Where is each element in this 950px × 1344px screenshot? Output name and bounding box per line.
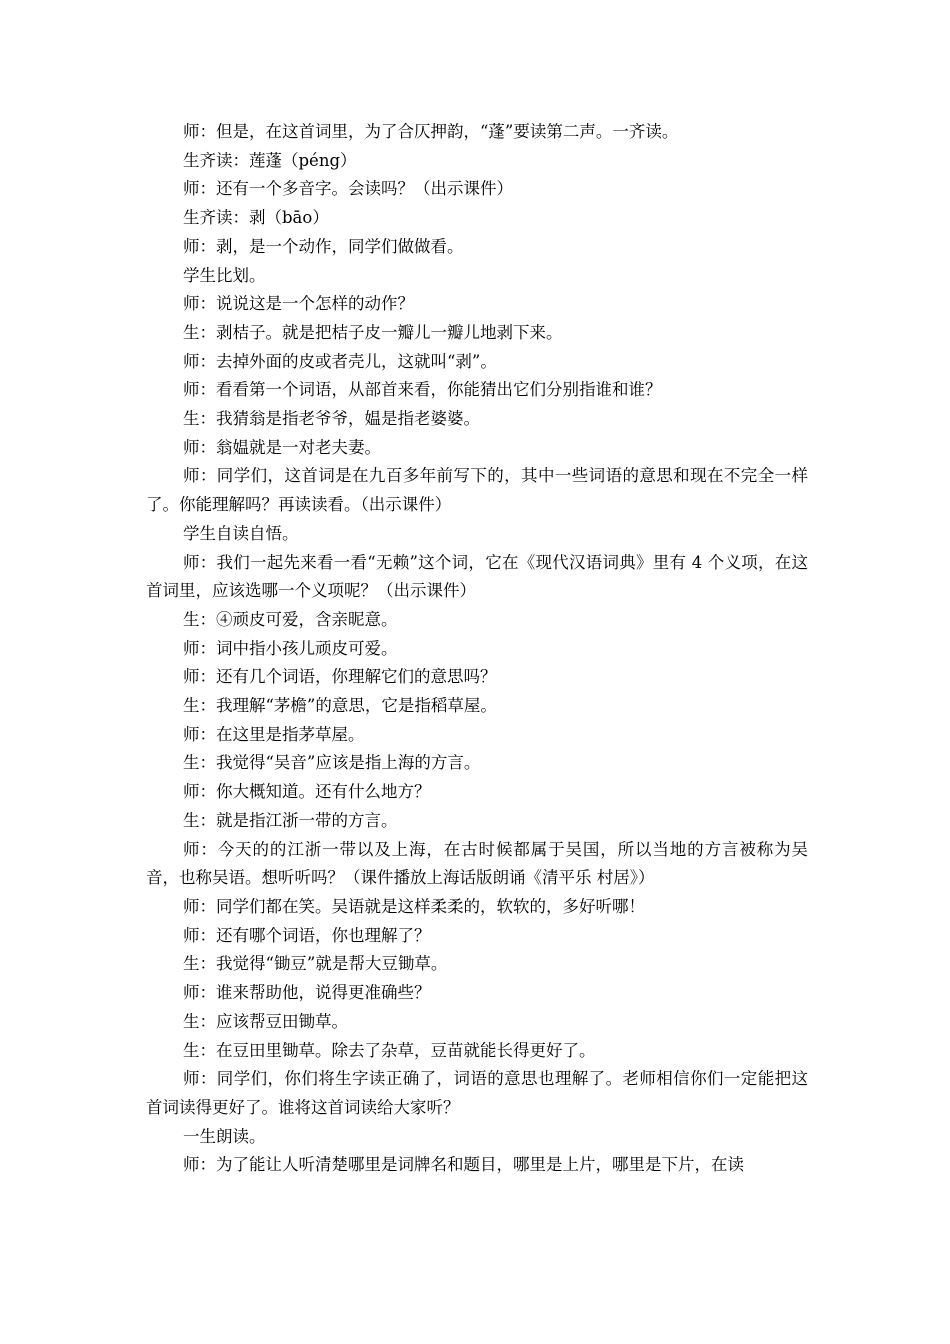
paragraph: 师：你大概知道。还有什么地方？ — [183, 782, 431, 802]
paragraph: 师：同学们，这首词是在九百多年前写下的，其中一些词语的意思和现在不完全一样了。你能理解吗？再读读看。（出示课件） — [146, 466, 808, 515]
paragraph: 师：还有几个词语，你理解它们的意思吗？ — [183, 667, 497, 687]
paragraph: 生：我理解“茅檐”的意思，它是指稻草屋。 — [183, 696, 497, 716]
paragraph: 师：我们一起先来看一看“无赖”这个词，它在《现代汉语词典》里有 4 个义项，在这首词里，应该选哪一个义项呢？（出示课件） — [146, 552, 808, 601]
paragraph: 生：我猜翁是指老爷爷，媪是指老婆婆。 — [183, 409, 480, 429]
paragraph: 生齐读：剥（bāo） — [183, 208, 329, 228]
paragraph: 生齐读：莲蓬（péng） — [183, 150, 357, 170]
paragraph: 师：还有哪个词语，你也理解了？ — [183, 925, 431, 945]
paragraph: 学生比划。 — [183, 265, 266, 285]
paragraph: 学生自读自悟。 — [183, 523, 299, 543]
paragraph: 师：谁来帮助他，说得更准确些？ — [183, 983, 431, 1003]
paragraph: 师：今天的的江浙一带以及上海，在古时候都属于吴国，所以当地的方言被称为吴音，也称吴语。想听听吗？（课件播放上海话版朗诵《清平乐 村居》） — [146, 839, 808, 888]
paragraph: 生：我觉得“锄豆”就是帮大豆锄草。 — [183, 954, 448, 974]
paragraph: 生：应该帮豆田锄草。 — [183, 1011, 348, 1031]
paragraph: 生：剥桔子。就是把桔子皮一瓣儿一瓣儿地剥下来。 — [183, 322, 563, 342]
paragraph: 生：④顽皮可爱，含亲昵意。 — [183, 609, 398, 629]
paragraph: 生：我觉得“吴音”应该是指上海的方言。 — [183, 753, 481, 773]
paragraph: 师：看看第一个词语，从部首来看，你能猜出它们分别指谁和谁？ — [183, 380, 662, 400]
paragraph: 师：同学们，你们将生字读正确了，词语的意思也理解了。老师相信你们一定能把这首词读得更好了。谁将这首词读给大家听？ — [146, 1069, 808, 1117]
paragraph: 师：同学们都在笑。吴语就是这样柔柔的，软软的，多好听哪！ — [183, 896, 645, 916]
paragraph: 师：翁媪就是一对老夫妻。 — [183, 437, 381, 457]
paragraph: 生：在豆田里锄草。除去了杂草，豆苗就能长得更好了。 — [183, 1040, 596, 1060]
paragraph: 师：去掉外面的皮或者壳儿，这就叫“剥”。 — [183, 351, 497, 371]
paragraph: 师：说说这是一个怎样的动作？ — [183, 294, 414, 314]
paragraph: 生：就是指江浙一带的方言。 — [183, 810, 398, 830]
paragraph: 师：为了能让人听清楚哪里是词牌名和题目，哪里是上片，哪里是下片，在读 — [183, 1155, 744, 1175]
paragraph: 师：还有一个多音字。会读吗？（出示课件） — [183, 179, 513, 199]
document-body — [146, 118, 808, 1180]
paragraph: 师：剥，是一个动作，同学们做做看。 — [183, 236, 464, 256]
paragraph: 师：在这里是指茅草屋。 — [183, 724, 365, 744]
paragraph: 师：但是，在这首词里，为了合仄押韵，“蓬”要读第二声。一齐读。 — [183, 122, 679, 141]
paragraph: 师：词中指小孩儿顽皮可爱。 — [183, 638, 398, 658]
paragraph: 一生朗读。 — [183, 1126, 266, 1146]
